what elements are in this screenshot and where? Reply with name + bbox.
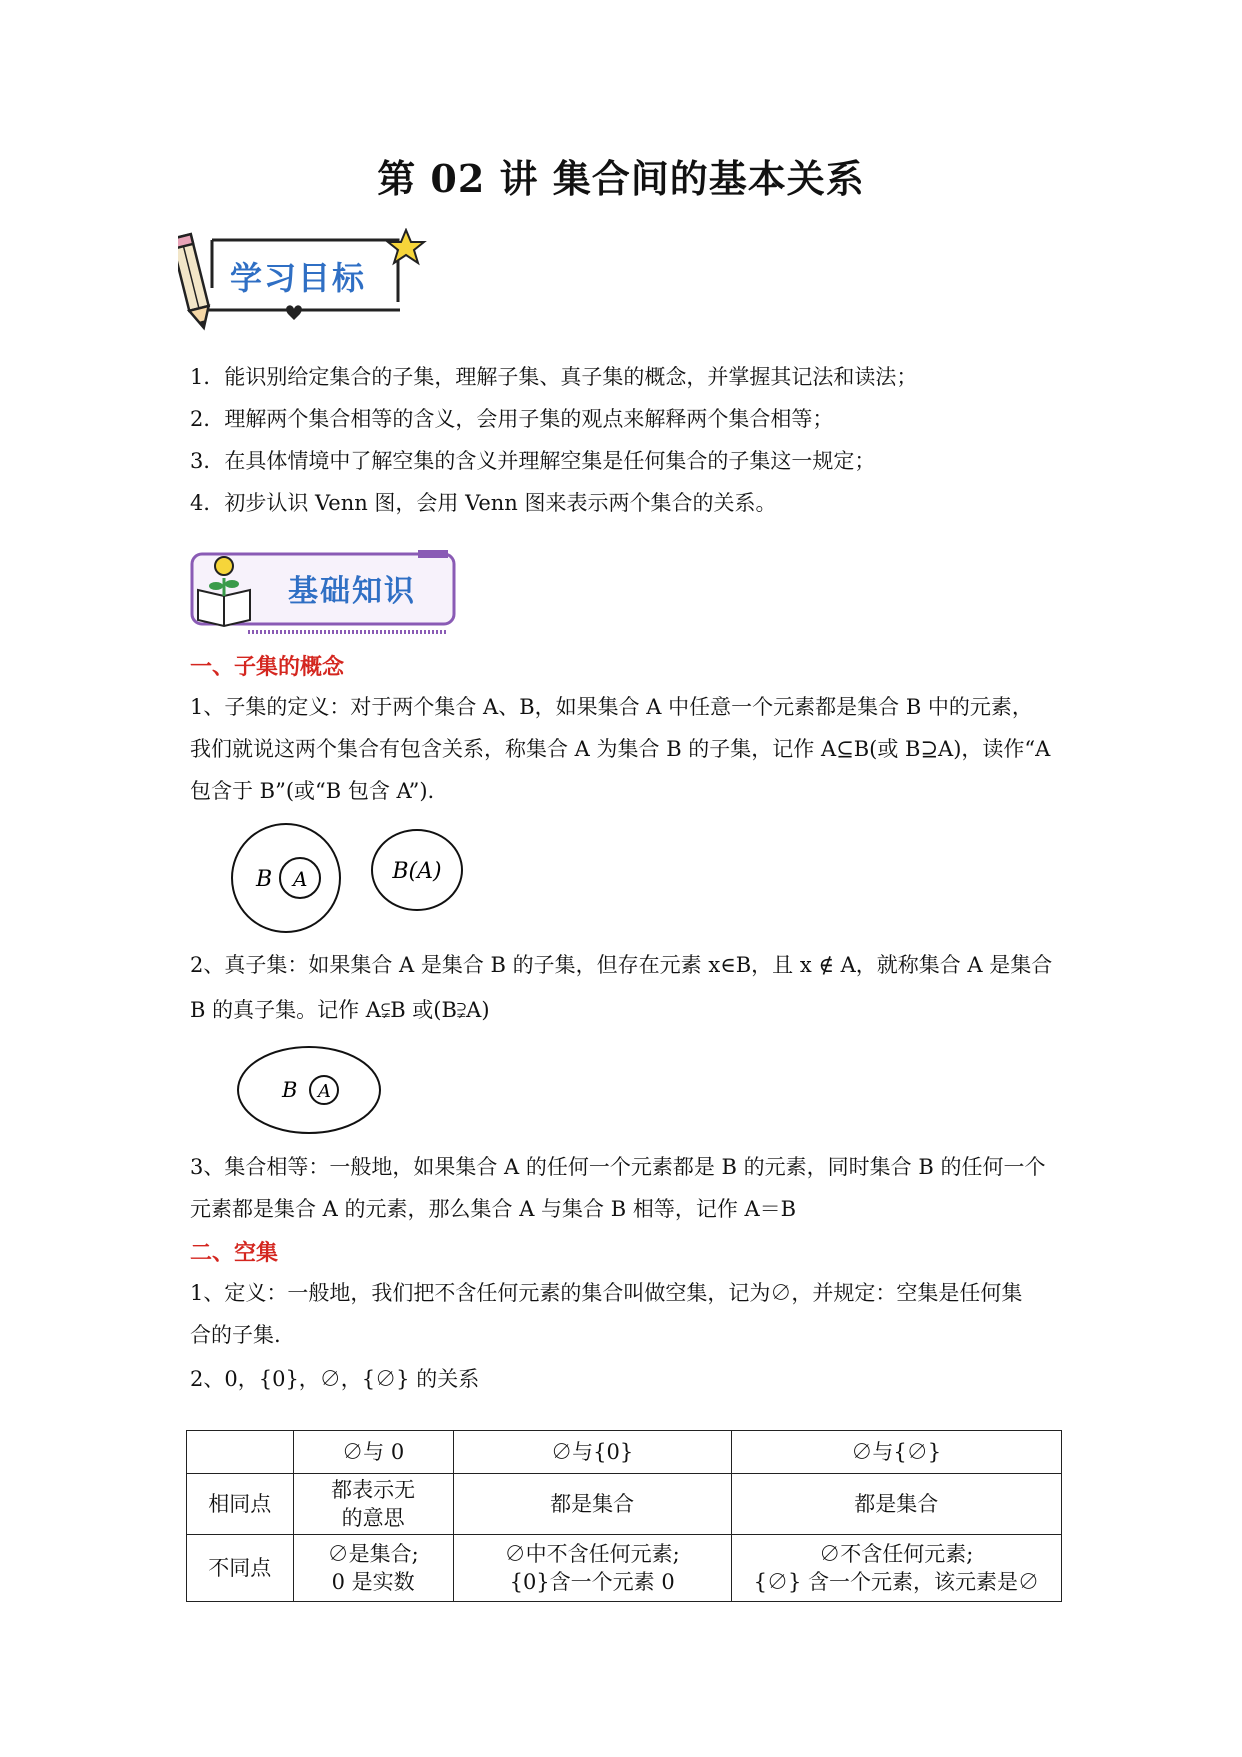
cell-line: 都表示无 (331, 1478, 416, 1502)
section-2-heading: 二、空集 (190, 1240, 279, 1266)
empty-set-def-line-1: 1、定义：一般地，我们把不含任何元素的集合叫做空集，记为∅，并规定：空集是任何集 (190, 1281, 1023, 1305)
table-header-cell: ∅与 0 (293, 1431, 453, 1474)
venn-proper-subset-diagram (236, 1045, 382, 1135)
basic-knowledge-banner (188, 550, 463, 640)
table-header-row (187, 1431, 1062, 1474)
subset-def-line-3: 包含于 B”(或“B 包含 A”). (190, 779, 435, 803)
subset-def-line-2: 我们就说这两个集合有包含关系，称集合 A 为集合 B 的子集，记作 A⊆B(或 B⊇A)，读作“A (190, 737, 1051, 761)
venn3-inner-label: A (318, 1081, 331, 1102)
page-title: 第 02 讲 集合间的基本关系 (377, 156, 865, 201)
objective-4: 4．初步认识 Venn 图，会用 Venn 图来表示两个集合的关系。 (190, 491, 777, 515)
cell-line: ∅中不含任何元素; (504, 1542, 680, 1566)
cell-line: {0}含一个元素 0 (509, 1570, 675, 1594)
table-cell (453, 1535, 731, 1602)
objective-1: 1．能识别给定集合的子集，理解子集、真子集的概念，并掌握其记法和读法； (190, 365, 918, 389)
section-1-heading: 一、子集的概念 (190, 654, 345, 680)
venn2-label: B(A) (392, 859, 442, 884)
venn-equal-diagram (370, 828, 464, 912)
learning-goals-banner (178, 228, 438, 346)
objective-2: 2．理解两个集合相等的含义，会用子集的观点来解释两个集合相等； (190, 407, 834, 431)
venn3-outer-label: B (282, 1078, 298, 1102)
venn1-inner-label: A (293, 867, 308, 891)
row-label: 相同点 (187, 1474, 294, 1535)
objective-3: 3．在具体情境中了解空集的含义并理解空集是任何集合的子集这一规定； (190, 449, 876, 473)
venn1-outer-label: B (256, 867, 273, 892)
row-label: 不同点 (187, 1535, 294, 1602)
table-header-cell: ∅与{0} (453, 1431, 731, 1474)
cell-line: {∅} 含一个元素，该元素是∅ (753, 1570, 1039, 1594)
cell-line: ∅是集合; (327, 1542, 419, 1566)
learning-goals-label: 学习目标 (230, 259, 367, 297)
table-cell (293, 1535, 453, 1602)
table-cell: 都是集合 (731, 1474, 1061, 1535)
table-header-cell (187, 1431, 294, 1474)
empty-set-def-line-2: 合的子集. (190, 1323, 281, 1347)
subset-def-line-1: 1、子集的定义：对于两个集合 A、B，如果集合 A 中任意一个元素都是集合 B 中的元素， (190, 695, 1033, 719)
proper-subset-line-1: 2、真子集：如果集合 A 是集合 B 的子集，但存在元素 x∈B，且 x ∉ A，就称集合 A 是集合 (190, 953, 1053, 977)
cell-line: 的意思 (341, 1506, 405, 1530)
basic-knowledge-label: 基础知识 (288, 574, 416, 609)
empty-set-relation-line: 2、0，{0}，∅，{∅} 的关系 (190, 1367, 480, 1391)
table-cell: 都是集合 (453, 1474, 731, 1535)
table-row (187, 1474, 1062, 1535)
table-cell (731, 1535, 1061, 1602)
cell-line: 0 是实数 (331, 1570, 415, 1594)
comparison-table (186, 1430, 1062, 1602)
table-header-cell: ∅与{∅} (731, 1431, 1061, 1474)
table-cell (293, 1474, 453, 1535)
venn-subset-diagram (230, 822, 342, 934)
table-row (187, 1535, 1062, 1602)
cell-line: ∅不含任何元素; (819, 1542, 974, 1566)
proper-subset-line-2: B 的真子集。记作 A⫋B 或(B⫌A) (190, 998, 490, 1022)
set-equal-line-1: 3、集合相等：一般地，如果集合 A 的任何一个元素都是 B 的元素，同时集合 B 的任何一个 (190, 1155, 1046, 1179)
set-equal-line-2: 元素都是集合 A 的元素，那么集合 A 与集合 B 相等，记作 A＝B (190, 1197, 797, 1221)
